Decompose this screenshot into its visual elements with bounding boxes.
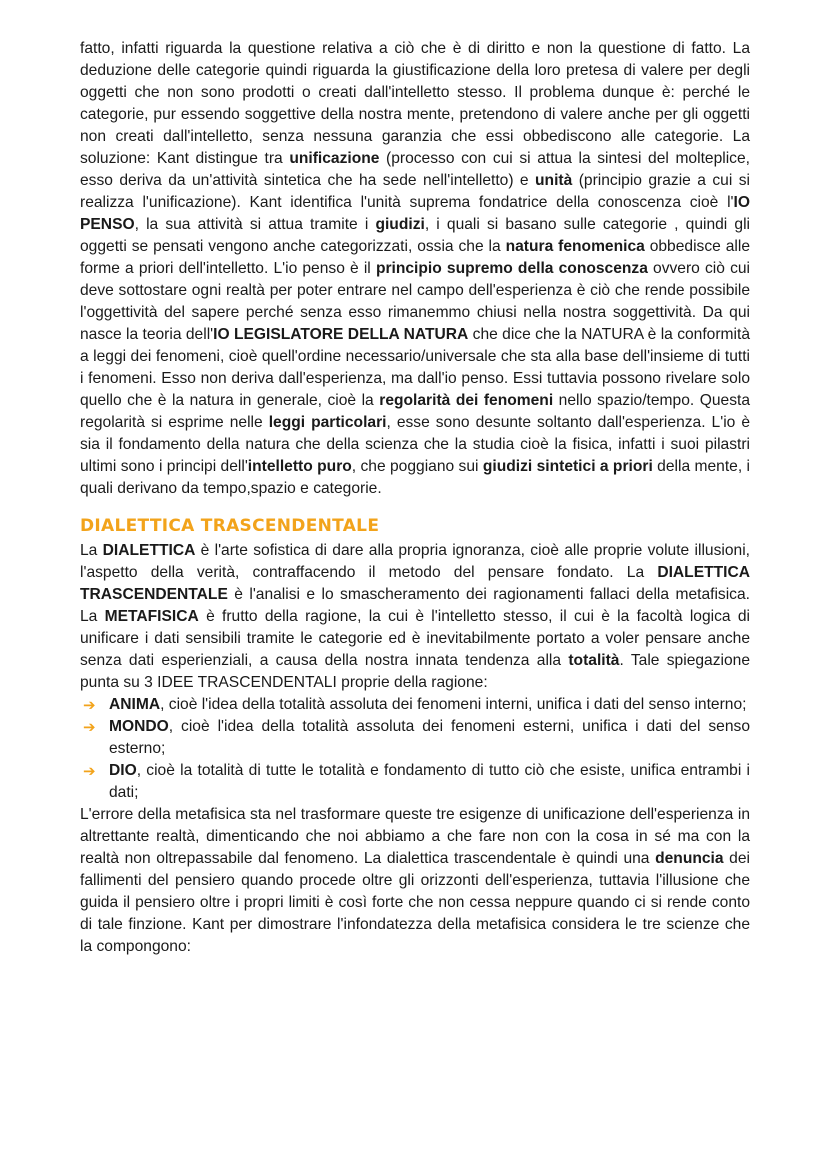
bold-term: DIO [109,762,137,779]
document-body [80,38,750,958]
text-run: dei fallimenti del pensiero quando procede oltre gli orizzonti dell'esperienza, tuttavia l'illusione che guida il pensiero oltre i propri limiti è così forte che non cessa neppure quando ci si rende conto di tale finzione. Kant per dimostrare l'infondatezza della metafisica considera le tre scienze che la compongono: [80,850,750,955]
bold-term: leggi particolari [268,414,387,431]
paragraph-kant-io-penso [80,38,750,500]
right-arrow-icon: ➔ [83,696,96,714]
bold-term: giudizi sintetici a priori [482,458,653,475]
bold-term: IO LEGISLATORE DELLA NATURA [213,326,469,343]
text-run: L'errore della metafisica sta nel trasformare queste tre esigenze di unificazione dell'esperienza in altrettante realtà, dimenticando che noi abbiamo a che fare non con la cosa in sé ma con la realtà non oltrepassabile dal fenomeno. La dialettica trascendentale è quindi una [80,806,750,867]
bold-term: DIALETTICA TRASCENDENTALE [80,564,750,603]
text-run: nello spazio/tempo. Questa regolarità si esprime nelle [80,392,750,431]
text-run: . Tale spiegazione punta su 3 IDEE TRASCENDENTALI proprie della ragione: [80,652,750,691]
text-run: ovvero ciò cui deve sottostare ogni realtà per poter entrare nel campo dell'esperienza è ciò che rende possibile l'oggettività del sapere perché senza esso rimanemmo chiusi nella nostra soggettività. Da qui nasce la teoria dell' [80,260,751,343]
bold-term: principio supremo della conoscenza [375,260,648,277]
text-run: è l'arte sofistica di dare alla propria ignoranza, cioè alle proprie volute illusioni, l'aspetto della verità, contraffacendo il metodo del pensare fondato. La [80,542,750,581]
bold-term: denuncia [655,850,724,867]
list-item [80,716,750,760]
bold-term: ANIMA [109,696,161,713]
text-run: che dice che la NATURA è la conformità a leggi dei fenomeni, cioè quell'ordine necessario/universale che sta alla base dell'insieme di tutti i fenomeni. Esso non deriva dall'esperienza, ma dall'io penso. Essi tuttavia possono rivelare solo quello che è la natura in generale, cioè la [80,326,751,409]
text-run: (processo con cui si attua la sintesi del molteplice, esso deriva da un'attività sintetica che ha sede nell'intelletto) e [80,150,750,189]
list-item-text [109,762,750,801]
text-run: , esse sono desunte soltanto dall'esperienza. L'io è sia il fondamento della natura che della scienza che la studia cioè la fisica, infatti i suoi pilastri ultimi sono i principi dell' [80,414,751,475]
bold-term: MONDO [109,718,169,735]
section-heading: DIALETTICA TRASCENDENTALE [80,516,380,536]
right-arrow-icon: ➔ [83,762,96,780]
text-run: , i quali si basano sulle categorie , quindi gli oggetti se pensati vengono anche categorizzati, ossia che la [80,216,751,255]
text-run: è l'analisi e lo smascheramento dei ragionamenti fallaci della metafisica. La [80,586,750,625]
text-run: La [80,542,103,559]
list-item [80,694,750,716]
paragraph-errore-metafisica [80,804,750,958]
list-item-text [109,696,746,713]
right-arrow-icon: ➔ [83,718,96,736]
text-run: (principio grazie a cui si realizza l'unificazione). Kant identifica l'unità suprema fondatrice della conoscenza cioè l' [80,172,750,211]
bold-term: unità [535,172,573,189]
bold-term: unificazione [289,150,380,167]
bold-term: DIALETTICA [102,542,196,559]
text-run: , cioè l'idea della totalità assoluta dei fenomeni interni, unifica i dati del senso interno; [160,696,747,713]
list-item [80,760,750,804]
bold-term: METAFISICA [104,608,199,625]
text-run: , cioè l'idea della totalità assoluta dei fenomeni esterni, unifica i dati del senso esterno; [109,718,750,757]
idee-trascendentali-list [80,694,750,804]
text-run: fatto, infatti riguarda la questione relativa a ciò che è di diritto e non la questione di fatto. La deduzione delle categorie quindi riguarda la giustificazione della loro pretesa di valere per degli oggetti che non sono prodotti o creati dall'intelletto stesso. Il problema dunque è: perché le categorie, pur essendo soggettive della nostra mente, pretendono di valere anche per gli oggetti non creati dall'intelletto, senza nessuna garanzia che essi obbediscono alle categorie. La soluzione: Kant distingue tra [80,40,750,167]
text-run: , che poggiano sui [351,458,483,475]
bold-term: intelletto puro [247,458,352,475]
bold-term: IO PENSO [80,194,750,233]
list-item-text [109,718,750,757]
bold-term: natura fenomenica [505,238,645,255]
text-run: , la sua attività si attua tramite i [134,216,376,233]
bold-term: totalità [568,652,620,669]
text-run: , cioè la totalità di tutte le totalità e fondamento di tutto ciò che esiste, unifica entrambi i dati; [109,762,750,801]
text-run: obbedisce alle forme a priori dell'intelletto. L'io penso è il [80,238,750,277]
bold-term: giudizi [375,216,425,233]
text-run: è frutto della ragione, la cui è l'intelletto stesso, il cui è la facoltà logica di unificare i dati sensibili tramite le categorie ed è inevitabilmente portato a voler pensare anche senza dati esperienziali, a causa della nostra innata tendenza alla [80,608,750,669]
bold-term: regolarità dei fenomeni [379,392,554,409]
paragraph-dialettica [80,540,750,694]
text-run: della mente, i quali derivano da tempo,spazio e categorie. [80,458,750,497]
